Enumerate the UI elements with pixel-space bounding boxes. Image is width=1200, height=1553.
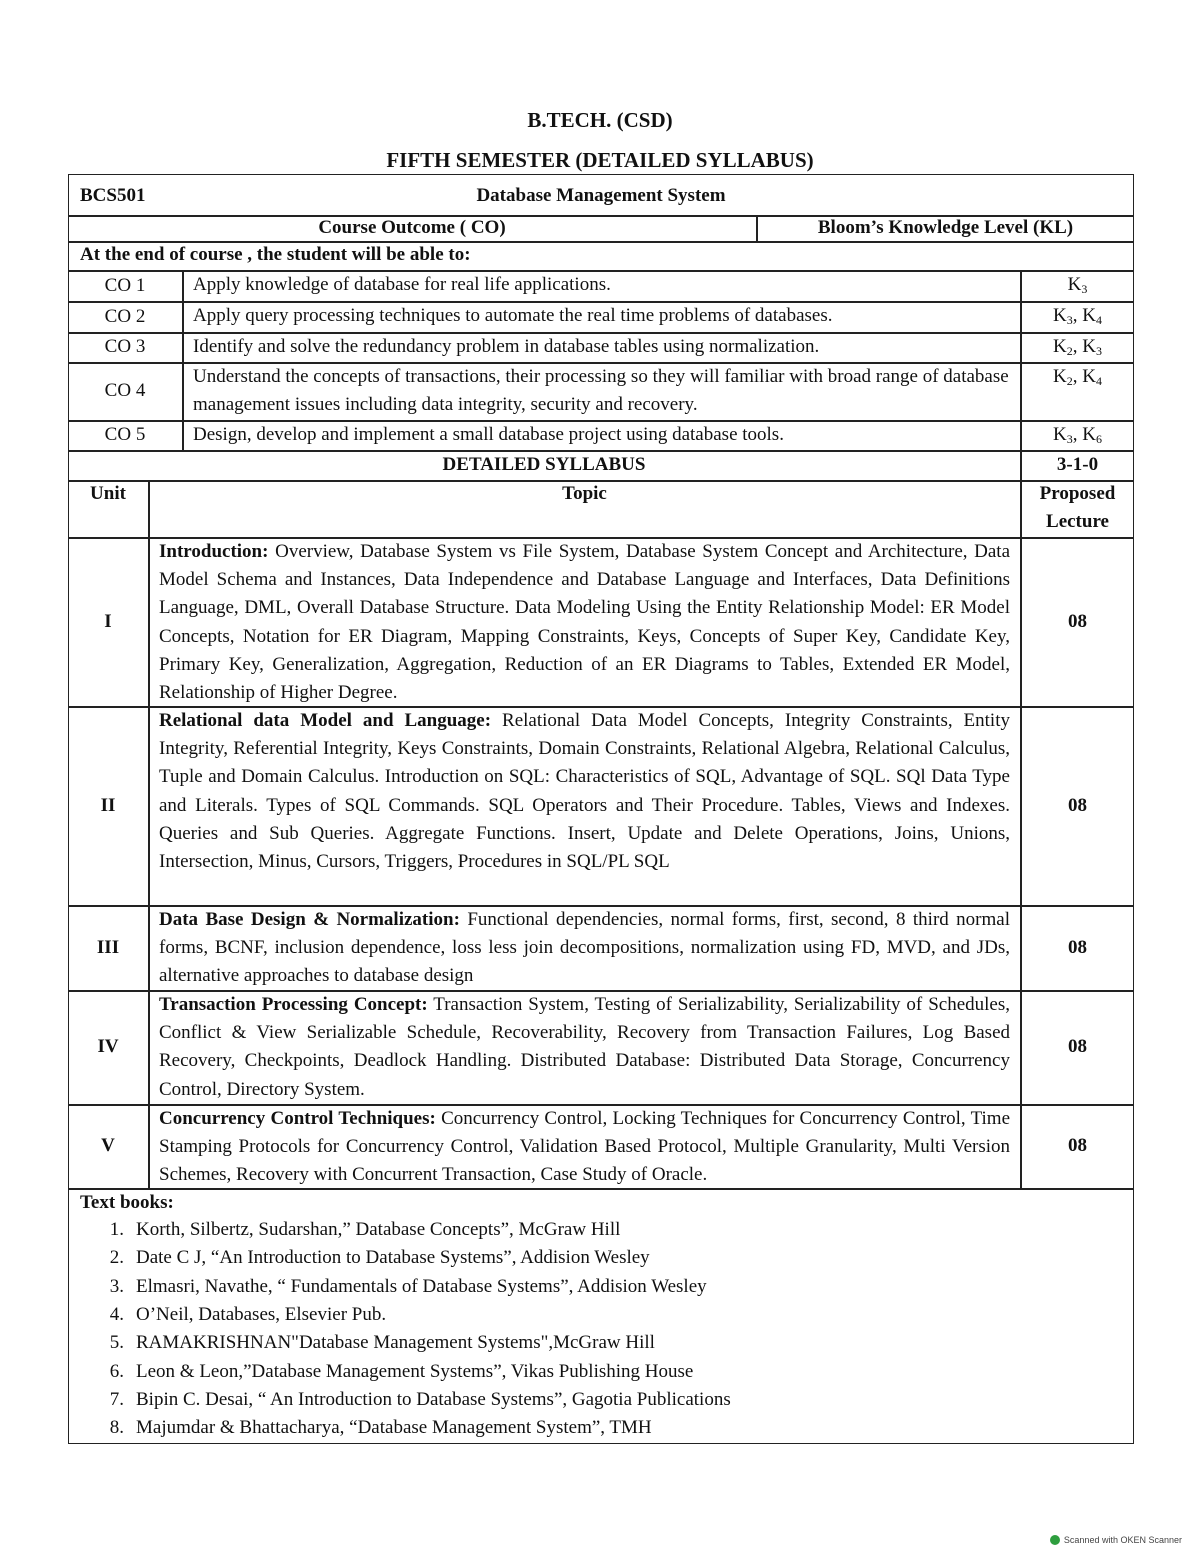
co-knowledge-level: $K_2$, $K_4$ <box>1053 366 1102 388</box>
unit-topic-text: Concurrency Control, Locking Techniques for Concurrency Control, Time Stamping Protocols for Concurrency Control, Validation Based Protocol, Multiple Granularity, Multi Version Schemes, Recovery with Concurrent Transaction, Case Study of Oracle. <box>159 1108 1010 1186</box>
co-id: CO 1 <box>104 274 146 296</box>
unit-topic <box>159 906 1010 991</box>
co-knowledge-level: $K_3$ <box>1067 274 1088 296</box>
unit-topic <box>159 991 1010 1104</box>
co-knowledge-level: $K_3$, $K_4$ <box>1053 305 1102 327</box>
unit-lectures: 08 <box>1068 1036 1087 1057</box>
textbook-number: 4. <box>109 1303 124 1325</box>
unit-topic-heading: Data Base Design & Normalization: <box>159 909 460 930</box>
lecture-column-header: Proposed <box>1039 483 1116 504</box>
unit-lectures: 08 <box>1068 794 1087 816</box>
co-description: Apply query processing techniques to automate the real time problems of databases. <box>193 305 833 326</box>
unit-topic <box>159 1105 1010 1190</box>
scanner-logo-icon <box>1050 1535 1060 1545</box>
unit-column-header: Unit <box>90 483 126 504</box>
textbook-text: Leon & Leon,”Database Management Systems”, Vikas Publishing House <box>136 1360 694 1382</box>
textbook-text: Majumdar & Bhattacharya, “Database Management System”, TMH <box>136 1417 652 1439</box>
textbook-text: Date C J, “An Introduction to Database Systems”, Addision Wesley <box>136 1247 650 1269</box>
unit-topic-text: Functional dependencies, normal forms, first, second, 8 third normal forms, BCNF, inclusion dependence, loss less join decompositions, normalization using FD, MVD, and JDs, alternative approaches to database design <box>159 909 1011 987</box>
unit-topic <box>159 707 1010 876</box>
unit-lectures: 08 <box>1068 1135 1087 1156</box>
unit-topic-heading: Relational data Model and Language: <box>159 710 492 731</box>
unit-number: V <box>101 1135 115 1156</box>
textbook-number: 6. <box>109 1360 124 1382</box>
textbook-item <box>90 1273 707 1301</box>
co-description: Apply knowledge of database for real life applications. <box>193 274 611 295</box>
co-id: CO 5 <box>104 424 146 445</box>
ltp-value: 3-1-0 <box>1056 454 1099 475</box>
course-code: BCS501 <box>80 185 146 206</box>
unit-topic-text: Transaction System, Testing of Serializability, Serializability of Schedules, Conflict & View Serializable Schedule, Recoverability, Recovery from Transaction Failures, Log Based Recovery, Checkpoints, Deadlock Handling. Distributed Database: Distributed Data Storage, Concurrency Control, Directory System. <box>159 994 1010 1100</box>
co-description: Identify and solve the redundancy problem in database tables using normalization. <box>193 336 820 357</box>
textbook-number: 3. <box>109 1275 124 1297</box>
unit-number: IV <box>97 1036 119 1057</box>
co-id: CO 3 <box>104 336 146 357</box>
lecture-column-header-2: Lecture <box>1046 511 1109 532</box>
textbook-item <box>90 1301 386 1329</box>
textbook-number: 8. <box>109 1417 124 1439</box>
textbook-item <box>90 1358 693 1386</box>
co-description: Understand the concepts of transactions, their processing so they will familiar with broad range of database management issues including data integrity, security and recovery. <box>193 366 1009 415</box>
unit-topic-heading: Transaction Processing Concept: <box>159 994 428 1015</box>
textbook-item <box>90 1216 620 1244</box>
unit-number: III <box>96 936 120 958</box>
syllabus-title: DETAILED SYLLABUS <box>442 454 646 475</box>
textbook-item <box>90 1386 731 1414</box>
co-id: CO 4 <box>104 380 146 401</box>
unit-number: I <box>104 610 112 632</box>
textbook-text: Elmasri, Navathe, “ Fundamentals of Database Systems”, Addision Wesley <box>136 1275 707 1297</box>
textbook-text: Bipin C. Desai, “ An Introduction to Database Systems”, Gagotia Publications <box>136 1388 731 1410</box>
outcome-header: Course Outcome ( CO) <box>318 217 506 238</box>
textbook-text: RAMAKRISHNAN"Database Management Systems",McGraw Hill <box>136 1332 655 1354</box>
textbook-item <box>90 1414 652 1442</box>
scanner-stamp: Scanned with OKEN Scanner <box>1050 1535 1182 1545</box>
textbook-number: 7. <box>109 1388 124 1410</box>
unit-topic-text: Relational Data Model Concepts, Integrity Constraints, Entity Integrity, Referential Integrity, Keys Constraints, Domain Constraints, Relational Algebra, Relational Calculus, Tuple and Domain Calculus. Introduction on SQL: Characteristics of SQL, Advantage of SQL. SQl Data Type and Literals. Types of SQL Commands. SQL Operators and Their Procedure. Tables, Views and Indexes. Queries and Sub Queries. Aggregate Functions. Insert, Update and Delete Operations, Joins, Unions, Intersection, Minus, Cursors, Triggers, Procedures in SQL/PL SQL <box>159 710 1010 873</box>
bloom-header: Bloom’s Knowledge Level (KL) <box>817 217 1074 238</box>
textbook-text: Korth, Silbertz, Sudarshan,” Database Concepts”, McGraw Hill <box>136 1219 621 1240</box>
unit-topic-text: Overview, Database System vs File System, Database System Concept and Architecture, Data Model Schema and Instances, Data Independence and Database Language and Interfaces, Data Definitions Language, DML, Overall Database Structure. Data Modeling Using the Entity Relationship Model: ER Model Concepts, Notation for ER Diagram, Mapping Constraints, Keys, Concepts of Super Key, Candidate Key, Primary Key, Generalization, Aggregation, Reduction of an ER Diagrams to Tables, Extended ER Model, Relationship of Higher Degree. <box>159 541 1011 704</box>
unit-topic <box>159 538 1010 707</box>
program-heading: B.TECH. (CSD) <box>527 108 673 132</box>
co-knowledge-level: $K_3$, $K_6$ <box>1053 424 1102 446</box>
textbook-item <box>90 1244 650 1272</box>
semester-heading: FIFTH SEMESTER (DETAILED SYLLABUS) <box>386 148 814 172</box>
unit-number: II <box>100 794 116 816</box>
textbook-number: 2. <box>109 1247 124 1269</box>
textbook-text: O’Neil, Databases, Elsevier Pub. <box>136 1303 387 1325</box>
textbook-number: 5. <box>109 1332 124 1354</box>
unit-lectures: 08 <box>1068 936 1087 958</box>
co-description: Design, develop and implement a small database project using database tools. <box>193 424 784 445</box>
course-title: Database Management System <box>476 185 726 206</box>
topic-column-header: Topic <box>562 483 607 504</box>
co-knowledge-level: $K_2$, $K_3$ <box>1053 336 1102 358</box>
co-id: CO 2 <box>104 305 146 327</box>
textbook-item <box>90 1329 655 1357</box>
unit-lectures: 08 <box>1068 610 1087 632</box>
outcome-intro: At the end of course , the student will be able to: <box>80 244 471 265</box>
textbooks-title: Text books: <box>80 1192 174 1213</box>
unit-topic-heading: Concurrency Control Techniques: <box>159 1108 436 1129</box>
unit-topic-heading: Introduction: <box>159 541 269 562</box>
textbook-number: 1. <box>109 1219 124 1240</box>
